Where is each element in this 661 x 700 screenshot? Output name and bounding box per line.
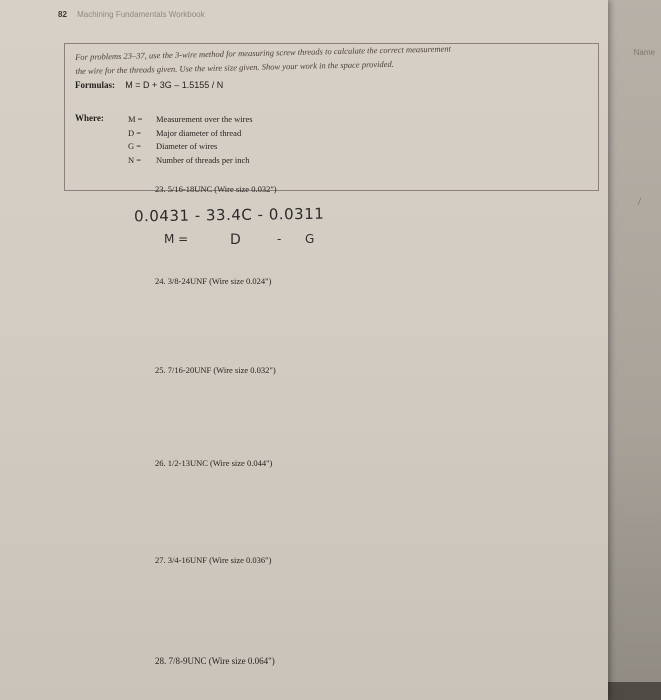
definition-symbol: M = (128, 114, 143, 124)
next-page-mark: / (637, 196, 641, 208)
definition-row (128, 140, 253, 154)
definition-symbol: G = (128, 141, 142, 151)
problem-23: 23. 5/16-18UNC (Wire size 0.032") (155, 184, 277, 194)
formula-label: Formulas: (75, 80, 115, 90)
definition-text: Number of threads per inch (156, 154, 250, 165)
handwritten-label-m: M = (164, 232, 189, 246)
page-number: 82 (58, 10, 67, 19)
problem-28: 28. 7/8-9UNC (Wire size 0.064") (155, 656, 275, 666)
instruction-box (64, 43, 599, 191)
header-title: Machining Fundamentals Workbook (77, 10, 205, 19)
problem-26: 26. 1/2-13UNC (Wire size 0.044") (155, 458, 273, 468)
definition-row (128, 113, 253, 127)
definition-list (128, 113, 253, 167)
handwritten-label-d: D (230, 232, 241, 248)
handwritten-label-dash: - (277, 232, 282, 246)
problem-27: 27. 3/4-16UNF (Wire size 0.036") (155, 555, 272, 565)
definition-text: Major diameter of thread (156, 127, 242, 138)
definition-symbol: D = (128, 127, 142, 138)
definition-row (128, 127, 253, 141)
definition-text: Measurement over the wires (156, 114, 253, 124)
next-page-name-label: Name (633, 48, 655, 57)
definition-text: Diameter of wires (156, 141, 218, 151)
formula-line (75, 80, 223, 90)
handwritten-equation: 0.0431 - 33.4C - 0.0311 (133, 204, 325, 226)
where-label: Where: (75, 113, 104, 123)
problem-25: 25. 7/16-20UNF (Wire size 0.032") (155, 365, 276, 375)
adjacent-page (607, 0, 661, 700)
page-header (58, 10, 205, 19)
definition-symbol: N = (128, 154, 142, 165)
instruction-line-1: For problems 23–37, use the 3-wire method for measuring screw threads to calculate the correct measurement (75, 43, 452, 62)
definition-row (128, 154, 253, 168)
instruction-line-2: the wire for the threads given. Use the wire size given. Show your work in the space provided. (75, 58, 394, 76)
handwritten-label-g: G (305, 232, 315, 246)
problem-24: 24. 3/8-24UNF (Wire size 0.024") (155, 276, 272, 286)
formula-expression: M = D + 3G – 1.5155 / N (125, 80, 224, 90)
instruction-text (75, 38, 596, 78)
